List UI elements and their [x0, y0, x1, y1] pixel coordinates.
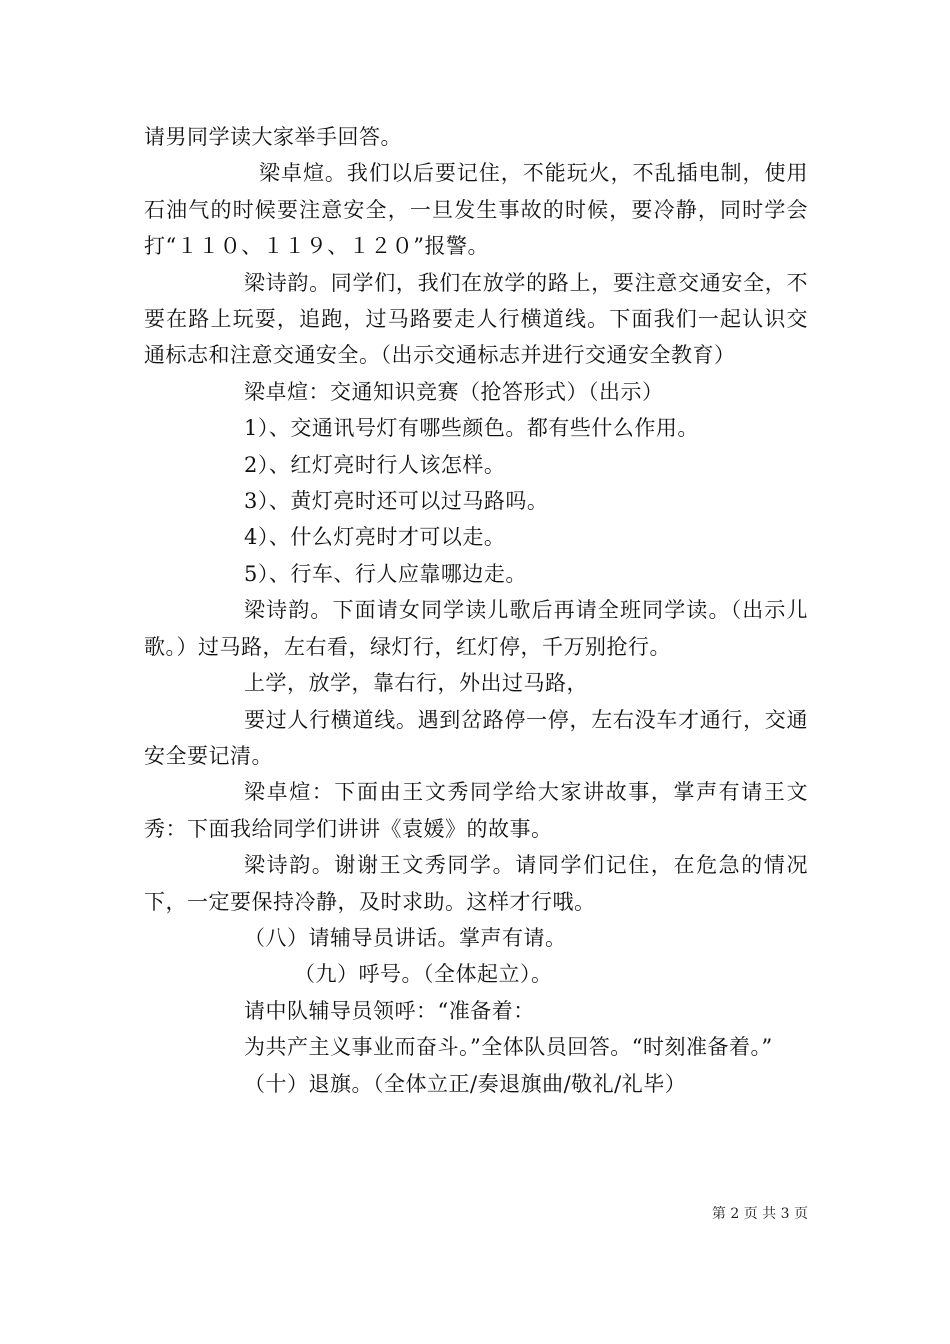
paragraph: （九）呼号。（全体起立）。 — [294, 962, 553, 987]
paragraph: 要过人行横道线。遇到岔路停一停，左右没车才通行，交通安全要记清。 — [144, 707, 808, 768]
paragraph: 梁卓煊：下面由王文秀同学给大家讲故事，掌声有请王文秀：下面我给同学们讲讲《袁媛》的故事。 — [144, 780, 808, 841]
paragraph: 梁诗韵。谢谢王文秀同学。请同学们记住，在危急的情况下，一定要保持冷静，及时求助。这样才行哦。 — [144, 853, 808, 914]
list-item: 5）、行车、行人应靠哪边走。 — [244, 561, 527, 586]
page-number: 第 2 页 共 3 页 — [711, 1206, 808, 1222]
list-item: 2）、红灯亮时行人该怎样。 — [244, 452, 506, 477]
paragraph: 上学，放学，靠右行，外出过马路， — [244, 671, 588, 696]
paragraph: 梁诗韵。同学们，我们在放学的路上，要注意交通安全，不要在路上玩耍，追跑，过马路要走人行横道线。下面我们一起认识交通标志和注意交通安全。（出示交通标志并进行交通安全教育） — [144, 270, 808, 368]
paragraph: 梁卓煊：交通知识竞赛（抢答形式）（出示） — [244, 379, 664, 404]
paragraph: 为共产主义事业而奋斗。”全体队员回答。“时刻准备着。” — [244, 1035, 773, 1060]
paragraph: 请中队辅导员领呼：“准备着： — [244, 998, 535, 1023]
paragraph: 请男同学读大家举手回答。 — [144, 125, 402, 149]
list-item: 1）、交通讯号灯有哪些颜色。都有些什么作用。 — [244, 416, 699, 441]
paragraph: 梁卓煊。我们以后要记住，不能玩火，不乱插电制，使用石油气的时候要注意安全，一旦发生事故的时候，要冷静，同时学会打“１１０、１１９、１２０”报警。 — [144, 161, 808, 259]
paragraph: 梁诗韵。下面请女同学读儿歌后再请全班同学读。（出示儿歌。）过马路，左右看，绿灯行，红灯停，千万别抢行。 — [144, 598, 808, 659]
document-body — [144, 119, 808, 1102]
paragraph: （八）请辅导员讲话。掌声有请。 — [244, 925, 567, 950]
paragraph: （十）退旗。（全体立正/奏退旗曲/敬礼/礼毕） — [244, 1071, 687, 1096]
list-item: 4）、什么灯亮时才可以走。 — [244, 525, 506, 550]
list-item: 3）、黄灯亮时还可以过马路吗。 — [244, 489, 549, 514]
